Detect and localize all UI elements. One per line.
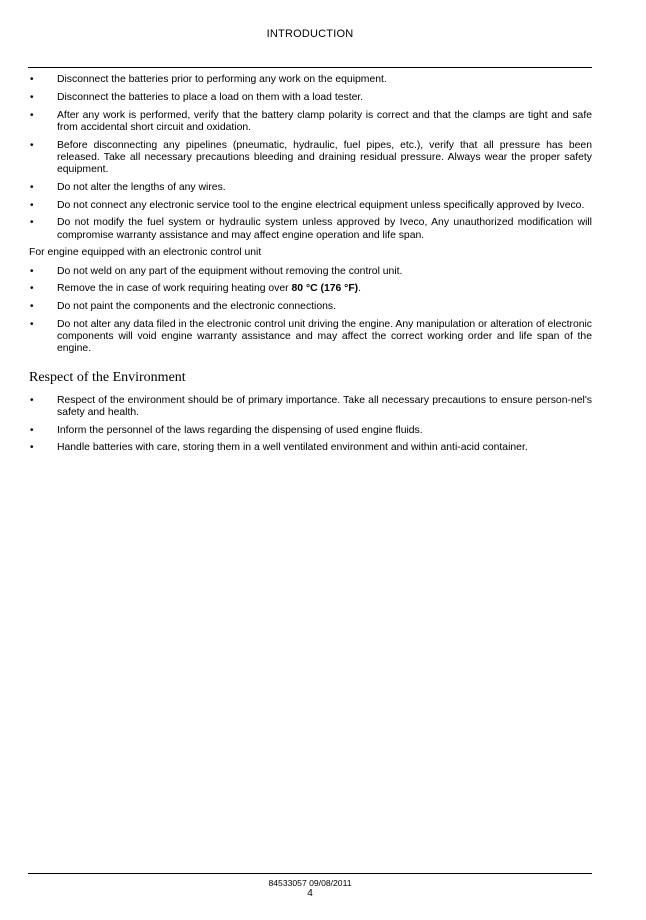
- list-item-text: Do not modify the fuel system or hydraulic system unless approved by Iveco, Any unauthorized modification will compromise warranty assistance and may affect engine operation and life span.: [57, 217, 592, 241]
- bullet-glyph: •: [30, 394, 34, 406]
- bullet-glyph: •: [30, 265, 34, 277]
- list-item-text: Before disconnecting any pipelines (pneumatic, hydraulic, fuel pipes, etc.), verify that all pressure has been released. Take all necessary precautions bleeding and draining residual pressure. Always wear the proper safety equipment.: [57, 139, 592, 175]
- list-item-text: Inform the personnel of the laws regarding the dispensing of used engine fluids.: [57, 424, 423, 436]
- page-header-title: INTRODUCTION: [266, 28, 354, 40]
- list-item: [28, 266, 592, 278]
- environment-list: [28, 395, 592, 455]
- list-item-text: Do not alter the lengths of any wires.: [57, 181, 226, 193]
- section-heading-environment: Respect of the Environment: [29, 369, 186, 385]
- bullet-glyph: •: [30, 442, 34, 454]
- header-divider: [28, 67, 592, 68]
- bullet-glyph: •: [30, 283, 34, 295]
- list-item-text: Disconnect the batteries prior to performing any work on the equipment.: [57, 74, 387, 85]
- list-item: [28, 182, 592, 194]
- list-item: [28, 301, 592, 313]
- bullet-glyph: •: [30, 199, 34, 211]
- ecu-intro-text: For engine equipped with an electronic control unit: [29, 247, 262, 259]
- bullet-glyph: •: [30, 217, 34, 229]
- bullet-glyph: •: [30, 109, 34, 121]
- list-item: [28, 319, 592, 356]
- list-item-text: Do not connect any electronic service tool to the engine electrical equipment unless specifically approved by Iveco.: [57, 199, 585, 211]
- page-content: [28, 74, 592, 460]
- list-item: [28, 425, 592, 437]
- temperature-value: 80 °C (176 °F): [291, 283, 359, 295]
- list-item-text: Do not weld on any part of the equipment without removing the control unit.: [57, 265, 403, 277]
- list-item: [28, 92, 592, 104]
- list-item-text: Disconnect the batteries to place a load on them with a load tester.: [57, 91, 364, 103]
- bullet-glyph: •: [30, 74, 34, 85]
- list-item: [28, 442, 592, 454]
- list-item: [28, 200, 592, 212]
- list-item-text: Do not alter any data filed in the electronic control unit driving the engine. Any manipulation or alteration of electronic components will void engine warranty assistance and may affect the correct working order and life span of the engine.: [57, 318, 592, 355]
- bullet-glyph: •: [30, 91, 34, 103]
- list-item-text: Handle batteries with care, storing them in a well ventilated environment and within anti-acid container.: [57, 442, 528, 454]
- list-item: [28, 140, 592, 177]
- list-item: [28, 395, 592, 419]
- list-item: [28, 74, 592, 86]
- list-item-text-suffix: .: [358, 283, 362, 295]
- safety-list: [28, 74, 592, 242]
- list-item: [28, 217, 592, 241]
- footer-divider: [28, 873, 592, 874]
- list-item-text-prefix: Remove the in case of work requiring heating over: [57, 283, 292, 295]
- list-item-text: Do not paint the components and the electronic connections.: [57, 301, 336, 313]
- page-number: 4: [307, 888, 313, 899]
- bullet-glyph: •: [30, 139, 34, 151]
- document-code: 84533057 09/08/2011: [268, 878, 352, 888]
- bullet-glyph: •: [30, 181, 34, 193]
- list-item: [28, 110, 592, 134]
- list-item-text: After any work is performed, verify that the battery clamp polarity is correct and that the clamps are tight and safe from accidental short circuit and oxidation.: [57, 109, 592, 133]
- bullet-glyph: •: [30, 424, 34, 436]
- list-item-text: Respect of the environment should be of primary importance. Take all necessary precautions to ensure person-nel's safety and health.: [57, 394, 592, 418]
- bullet-glyph: •: [30, 301, 34, 313]
- ecu-list: [28, 266, 592, 356]
- bullet-glyph: •: [30, 318, 34, 330]
- list-item: [28, 283, 592, 295]
